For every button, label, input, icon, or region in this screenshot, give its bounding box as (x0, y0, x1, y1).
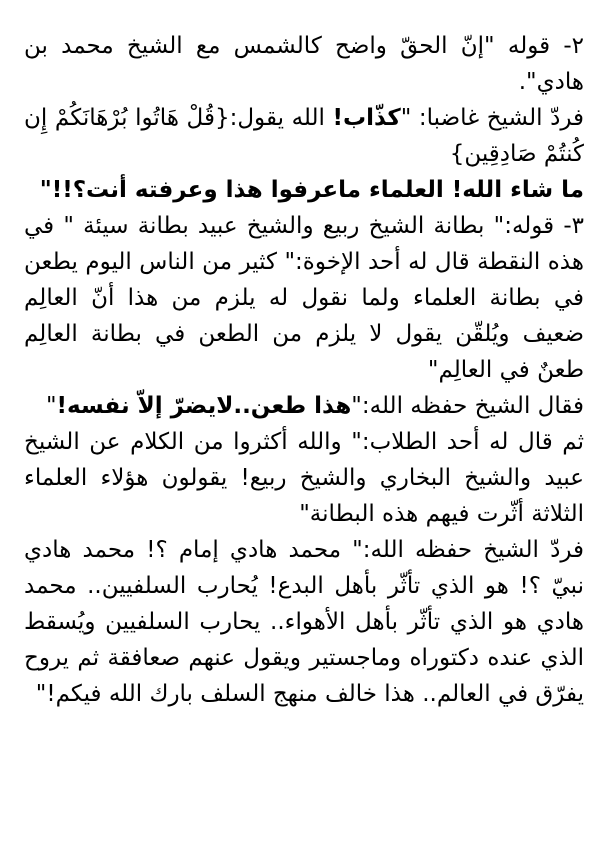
reply-3-text: فردّ الشيخ حفظه الله:" محمد هادي إمام ؟! محمد هادي نبيّ ؟! هو الذي تأثّر بأهل البدع! يُحارب السلفيين.. محمد هادي هو الذي تأثّر بأهل الأهواء.. يحارب السلفيين ويُسقط الذي عنده دكتوراه وماجستير ويقول عنهم صعافقة ثم يروح يفرّق في العالم.. هذا خالف منهج السلف بارك الله فيكم!" (24, 537, 584, 707)
point-2-text: ٢- قوله "إنّ الحقّ واضح كالشمس مع الشيخ محمد بن هادي". (24, 33, 584, 95)
reply-2-intro: فقال الشيخ حفظه الله:" (351, 393, 584, 419)
reply-2-close: " (45, 393, 57, 419)
point-3-text: ٣- قوله:" بطانة الشيخ ربيع والشيخ عبيد بطانة سيئة " في هذه النقطة قال له أحد الإخوة:" كثير من الناس اليوم يطعن في بطانة العلماء ولما نقول له يلزم من هذا أنّ العالِم ضعيف ويُلقّن يقول لا يلزم من الطعن في بطانة العالِم طعنٌ في العالِم" (24, 213, 584, 383)
student-question-text: ثم قال له أحد الطلاب:" والله أكثروا من الكلام عن الشيخ عبيد والشيخ البخاري والشيخ ربيع! يقولون هؤلاء العلماء الثلاثة أثّرت فيهم هذه البطانة" (24, 429, 584, 527)
reply-2-emphasis: هذا طعن..لايضرّ إلاّ نفسه! (56, 393, 352, 419)
reply-1-intro: فردّ الشيخ غاضبا: " (400, 105, 584, 131)
paragraph-sheikh-reply-2 (24, 388, 584, 424)
paragraph-sheikh-reply-1 (24, 100, 584, 172)
paragraph-sheikh-reply-3 (24, 532, 584, 712)
reply-1-emphasis: كذّاب! (332, 105, 401, 131)
paragraph-point-3 (24, 208, 584, 388)
reply-1-verse: الله يقول:{قُلْ هَاتُوا بُرْهَانَكُمْ إِن كُنتُمْ صَادِقِين} (24, 105, 584, 167)
paragraph-sheikh-reply-1-cont (24, 172, 584, 208)
paragraph-student-question (24, 424, 584, 532)
paragraph-point-2 (24, 28, 584, 100)
reply-1-conclusion: ما شاء الله! العلماء ماعرفوا هذا وعرفته أنت؟!!" (39, 177, 584, 203)
